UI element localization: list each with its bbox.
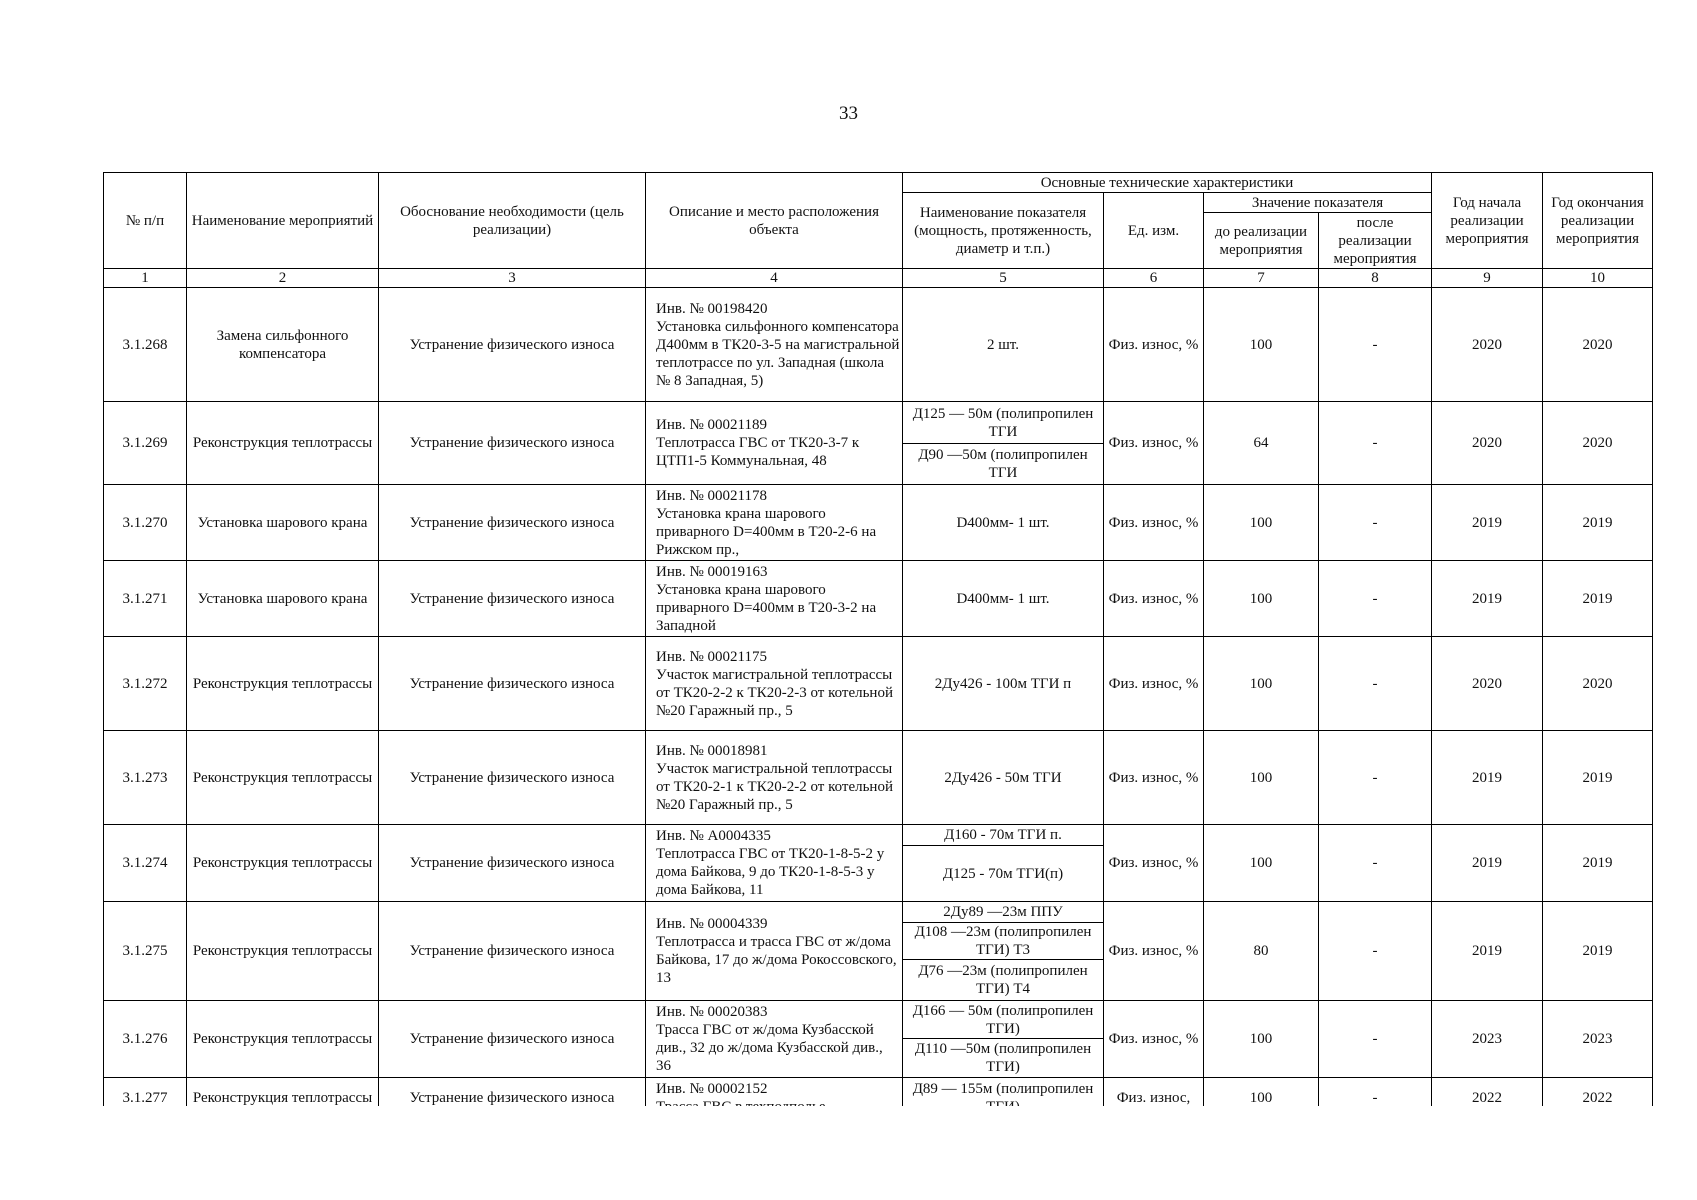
row-value-before: 100 xyxy=(1204,1078,1319,1118)
header-number: № п/п xyxy=(104,173,187,269)
column-number: 4 xyxy=(646,269,903,288)
inventory-number: Инв. № 00021178 xyxy=(656,487,767,504)
row-description xyxy=(646,825,903,902)
row-parameters xyxy=(903,402,1104,485)
row-unit: Физ. износ, % xyxy=(1104,561,1204,637)
row-value-after: - xyxy=(1319,1078,1432,1118)
table-row xyxy=(104,485,1653,561)
row-end-year: 2020 xyxy=(1543,637,1653,731)
row-name: Реконструкция теплотрассы xyxy=(187,902,379,1001)
row-value-after: - xyxy=(1319,825,1432,902)
row-parameter: Д89 — 155м (полипропилен xyxy=(903,1078,1104,1118)
inventory-number: Инв. № 00002152 xyxy=(656,1080,768,1097)
row-reason: Устранение физического износа xyxy=(379,1001,646,1078)
parameter-value: Д160 - 70м ТГИ п. xyxy=(903,825,1103,846)
table-row xyxy=(104,731,1653,825)
row-reason: Устранение физического износа xyxy=(379,825,646,902)
inventory-number: Инв. № 00198420 xyxy=(656,300,768,317)
row-start-year: 2019 xyxy=(1432,825,1543,902)
row-name: Реконструкция теплотрассы xyxy=(187,402,379,485)
table-row xyxy=(104,637,1653,731)
table-row xyxy=(104,561,1653,637)
row-name: Реконструкция теплотрассы xyxy=(187,1001,379,1078)
table-row xyxy=(104,902,1653,1001)
row-value-after: - xyxy=(1319,637,1432,731)
row-reason: Устранение физического износа xyxy=(379,288,646,402)
row-value-after: - xyxy=(1319,561,1432,637)
row-description xyxy=(646,288,903,402)
row-name: Реконструкция теплотрассы xyxy=(187,731,379,825)
column-number: 8 xyxy=(1319,269,1432,288)
header-technical-group: Основные технические характеристики xyxy=(903,173,1432,193)
table-row xyxy=(104,825,1653,902)
row-start-year: 2019 xyxy=(1432,485,1543,561)
row-start-year: 2019 xyxy=(1432,902,1543,1001)
row-value-before: 100 xyxy=(1204,288,1319,402)
row-value-before: 100 xyxy=(1204,637,1319,731)
row-end-year: 2019 xyxy=(1543,902,1653,1001)
row-number: 3.1.274 xyxy=(104,825,187,902)
description-text: Установка крана шарового приварного D=400мм в Т20-3-2 на Западной xyxy=(656,581,877,634)
row-unit: Физ. износ, % xyxy=(1104,731,1204,825)
row-value-after: - xyxy=(1319,485,1432,561)
column-number: 3 xyxy=(379,269,646,288)
row-end-year: 2022 xyxy=(1543,1078,1653,1118)
column-number: 6 xyxy=(1104,269,1204,288)
row-parameter: D400мм- 1 шт. xyxy=(903,485,1104,561)
row-value-before: 100 xyxy=(1204,731,1319,825)
row-parameter: 2 шт. xyxy=(903,288,1104,402)
row-description xyxy=(646,485,903,561)
row-start-year: 2019 xyxy=(1432,731,1543,825)
row-name: Установка шарового крана xyxy=(187,561,379,637)
row-value-before: 100 xyxy=(1204,561,1319,637)
header-value-group: Значение показателя xyxy=(1204,193,1432,213)
header-parameter: Наименование показателя (мощность, протяженность, диаметр и т.п.) xyxy=(903,193,1104,269)
row-name: Реконструкция теплотрассы xyxy=(187,637,379,731)
page-bottom-margin xyxy=(0,1106,1697,1200)
row-start-year: 2022 xyxy=(1432,1078,1543,1118)
row-number: 3.1.271 xyxy=(104,561,187,637)
row-reason: Устранение физического износа xyxy=(379,561,646,637)
row-value-before: 100 xyxy=(1204,485,1319,561)
description-text: Трасса ГВС от ж/дома Кузбасской див., 32 до ж/дома Кузбасской див., 36 xyxy=(656,1022,883,1074)
row-parameters xyxy=(903,1001,1104,1078)
column-number: 1 xyxy=(104,269,187,288)
parameter-value: Д110 —50м (полипропилен ТГИ) xyxy=(914,1041,1092,1075)
row-unit: Физ. износ, % xyxy=(1104,825,1204,902)
row-value-before: 64 xyxy=(1204,402,1319,485)
header-name: Наименование мероприятий xyxy=(187,173,379,269)
measures-table xyxy=(103,172,1653,1118)
inventory-number: Инв. № 00021189 xyxy=(656,417,767,433)
row-number: 3.1.275 xyxy=(104,902,187,1001)
row-parameter: 2Ду426 - 100м ТГИ п xyxy=(903,637,1104,731)
description-text: Участок магистральной теплотрассы от ТК20-2-2 к ТК20-2-3 от котельной №20 Гаражный пр., 5 xyxy=(656,666,893,719)
row-unit: Физ. износ, % xyxy=(1104,402,1204,485)
row-name: Установка шарового крана xyxy=(187,485,379,561)
column-number: 10 xyxy=(1543,269,1653,288)
row-start-year: 2020 xyxy=(1432,637,1543,731)
parameter-value: Д166 — 50м (полипропилен ТГИ) xyxy=(903,1001,1103,1039)
table-row xyxy=(104,402,1653,485)
header-description: Описание и место расположения объекта xyxy=(646,173,903,269)
page-number: 33 xyxy=(839,103,858,124)
row-description xyxy=(646,1001,903,1078)
column-number: 7 xyxy=(1204,269,1319,288)
row-unit: Физ. износ, % xyxy=(1104,485,1204,561)
description-text: Установка сильфонного компенсатора Д400мм в ТК20-3-5 на магистральной теплотрассе по ул. Западная (школа № 8 Западная, 5) xyxy=(656,318,900,389)
row-description xyxy=(646,561,903,637)
column-number: 5 xyxy=(903,269,1104,288)
row-value-before: 100 xyxy=(1204,825,1319,902)
row-unit: Физ. износ, % xyxy=(1104,1001,1204,1078)
row-end-year: 2019 xyxy=(1543,825,1653,902)
header-unit: Ед. изм. xyxy=(1104,193,1204,269)
table-row xyxy=(104,288,1653,402)
row-parameter: 2Ду426 - 50м ТГИ xyxy=(903,731,1104,825)
parameter-value: Д108 —23м (полипропилен ТГИ) Т3 xyxy=(903,923,1103,960)
row-number: 3.1.276 xyxy=(104,1001,187,1078)
row-reason: Устранение физического износа xyxy=(379,902,646,1001)
row-number: 3.1.277 xyxy=(104,1078,187,1118)
row-reason: Устранение физического износа xyxy=(379,731,646,825)
row-end-year: 2023 xyxy=(1543,1001,1653,1078)
row-name: Реконструкция теплотрассы xyxy=(187,1078,379,1118)
description-text: Теплотрасса ГВС от ТК20-3-7 к ЦТП1-5 Коммунальная, 48 xyxy=(656,435,860,469)
row-start-year: 2020 xyxy=(1432,288,1543,402)
column-number: 9 xyxy=(1432,269,1543,288)
row-reason: Устранение физического износа xyxy=(379,485,646,561)
row-name: Замена сильфонного компенсатора xyxy=(187,288,379,402)
row-end-year: 2019 xyxy=(1543,731,1653,825)
inventory-number: Инв. № 00020383 xyxy=(656,1004,768,1020)
header-after: после реализации мероприятия xyxy=(1319,213,1432,269)
row-number: 3.1.268 xyxy=(104,288,187,402)
row-value-before: 100 xyxy=(1204,1001,1319,1078)
header-end-year: Год окончания реализации мероприятия xyxy=(1543,173,1653,269)
row-unit: Физ. износ, % xyxy=(1104,637,1204,731)
row-value-before: 80 xyxy=(1204,902,1319,1001)
row-number: 3.1.269 xyxy=(104,402,187,485)
row-description xyxy=(646,402,903,485)
row-parameters xyxy=(903,902,1104,1001)
row-unit: Физ. износ, xyxy=(1104,1078,1204,1118)
row-value-after: - xyxy=(1319,288,1432,402)
row-description xyxy=(646,637,903,731)
inventory-number: Инв. № 00019163 xyxy=(656,563,768,580)
parameter-value: Д125 — 50м (полипропилен ТГИ xyxy=(903,402,1103,444)
column-number: 2 xyxy=(187,269,379,288)
row-start-year: 2020 xyxy=(1432,402,1543,485)
row-reason: Устранение физического износа xyxy=(379,637,646,731)
row-end-year: 2020 xyxy=(1543,288,1653,402)
row-unit: Физ. износ, % xyxy=(1104,902,1204,1001)
parameter-value: Д76 —23м (полипропилен ТГИ) Т4 xyxy=(918,963,1088,997)
description-text: Теплотрасса и трасса ГВС от ж/дома Байкова, 17 до ж/дома Рокоссовского, 13 xyxy=(656,934,897,986)
row-start-year: 2019 xyxy=(1432,561,1543,637)
row-end-year: 2019 xyxy=(1543,561,1653,637)
inventory-number: Инв. № 00021175 xyxy=(656,648,767,665)
row-description xyxy=(646,902,903,1001)
row-parameters xyxy=(903,825,1104,902)
row-parameter: D400мм- 1 шт. xyxy=(903,561,1104,637)
row-end-year: 2020 xyxy=(1543,402,1653,485)
row-end-year: 2019 xyxy=(1543,485,1653,561)
row-value-after: - xyxy=(1319,731,1432,825)
row-value-after: - xyxy=(1319,1001,1432,1078)
inventory-number: Инв. № А0004335 xyxy=(656,828,771,844)
header-before: до реализации мероприятия xyxy=(1204,213,1319,269)
row-reason: Устранение физического износа xyxy=(379,402,646,485)
inventory-number: Инв. № 00004339 xyxy=(656,916,768,932)
parameter-value: Д90 —50м (полипропилен ТГИ xyxy=(918,447,1088,481)
table-body xyxy=(104,288,1653,1118)
table-header xyxy=(104,173,1653,288)
row-value-after: - xyxy=(1319,402,1432,485)
row-reason: Устранение физического износа xyxy=(379,1078,646,1118)
parameter-value: 2Ду89 —23м ППУ xyxy=(903,902,1103,923)
table-row xyxy=(104,1001,1653,1078)
column-numbers-row xyxy=(104,269,1653,288)
description-text: Участок магистральной теплотрассы от ТК20-2-1 к ТК20-2-2 от котельной №20 Гаражный пр., 5 xyxy=(656,760,893,813)
header-start-year: Год начала реализации мероприятия xyxy=(1432,173,1543,269)
header-reason: Обоснование необходимости (цель реализации) xyxy=(379,173,646,269)
row-value-after: - xyxy=(1319,902,1432,1001)
row-description xyxy=(646,731,903,825)
row-unit: Физ. износ, % xyxy=(1104,288,1204,402)
parameter-value: Д125 - 70м ТГИ(п) xyxy=(942,865,1064,882)
description-text: Установка крана шарового приварного D=400мм в Т20-2-6 на Рижском пр., xyxy=(656,505,877,558)
row-start-year: 2023 xyxy=(1432,1001,1543,1078)
inventory-number: Инв. № 00018981 xyxy=(656,742,768,759)
row-number: 3.1.273 xyxy=(104,731,187,825)
description-text: Теплотрасса ГВС от ТК20-1-8-5-2 у дома Байкова, 9 до ТК20-1-8-5-3 у дома Байкова, 11 xyxy=(656,846,885,898)
row-name: Реконструкция теплотрассы xyxy=(187,825,379,902)
row-number: 3.1.272 xyxy=(104,637,187,731)
row-number: 3.1.270 xyxy=(104,485,187,561)
